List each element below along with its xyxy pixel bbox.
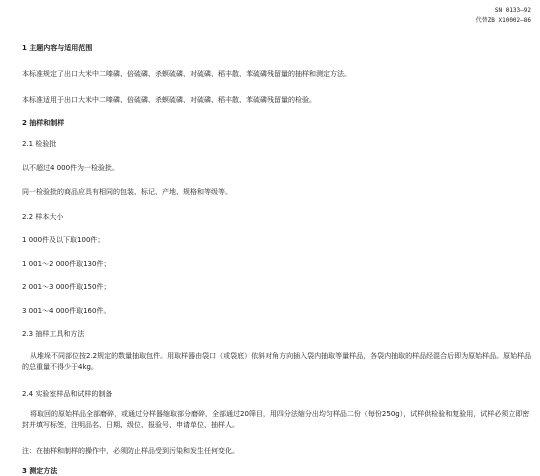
section-2-3-title: 2.3 抽样工具和方法	[22, 330, 85, 338]
sample-size-rule-4: 3 001～4 000件取160件。	[22, 307, 111, 315]
section-2-4-paragraph: 将取回的原始样品全部磨碎，或通过分样器缩取部分磨碎，全部通过20筛目，用四分法缩分出均匀样品二份（每份250g），试样供检验和复验用，试样必须立即密封并填写标签，注明品名、日期、级位、报验号、申请单位、抽样人。	[22, 410, 530, 429]
section-2-title: 2 抽样和制样	[22, 119, 65, 127]
standard-code-block	[476, 6, 531, 26]
section-2-1-paragraph-2: 同一检验批的商品应具有相同的包装、标记、产地、规格和等级等。	[22, 188, 232, 196]
section-3-title: 3 测定方法	[22, 467, 58, 475]
section-2-3-paragraph: 从堆垛不同部位按2.2规定的数量抽取包件。用取样器由袋口（或袋底）依斜对角方向插入袋内抽取等量样品，各袋内抽取的样品经混合后即为原始样品。原始样品的总重量不得少于4kg。	[22, 352, 532, 371]
sample-size-rule-2: 1 001～2 000件取130件；	[22, 260, 111, 268]
section-1-paragraph-2: 本标准适用于出口大米中二嗪磷、倍硫磷、杀螟硫磷、对硫磷、稻丰散、苯硫磷残留量的检验。	[22, 96, 316, 104]
standard-number: SN 0133—92	[494, 7, 531, 14]
section-2-2-title: 2.2 样本大小	[22, 213, 64, 221]
section-2-1-paragraph-1: 以不超过4 000件为一检验批。	[22, 164, 120, 172]
section-2-4-title: 2.4 实验室样品和试样的制备	[22, 390, 113, 398]
section-1-paragraph-1: 本标准规定了出口大米中二嗪磷、倍硫磷、杀螟硫磷、对硫磷、稻丰散、苯硫磷残留量的抽样和测定方法。	[22, 70, 351, 78]
replaced-standard-number: 代替ZB X10002—86	[475, 17, 531, 24]
section-1-title: 1 主题内容与适用范围	[22, 44, 93, 52]
section-2-note: 注：在抽样和制样的操作中，必须防止样品受到污染和发生任何变化。	[22, 447, 239, 455]
sample-size-rule-1: 1 000件及以下取100件；	[22, 236, 105, 244]
section-2-1-title: 2.1 检验批	[22, 140, 57, 148]
sample-size-rule-3: 2 001～3 000件取150件；	[22, 283, 111, 291]
